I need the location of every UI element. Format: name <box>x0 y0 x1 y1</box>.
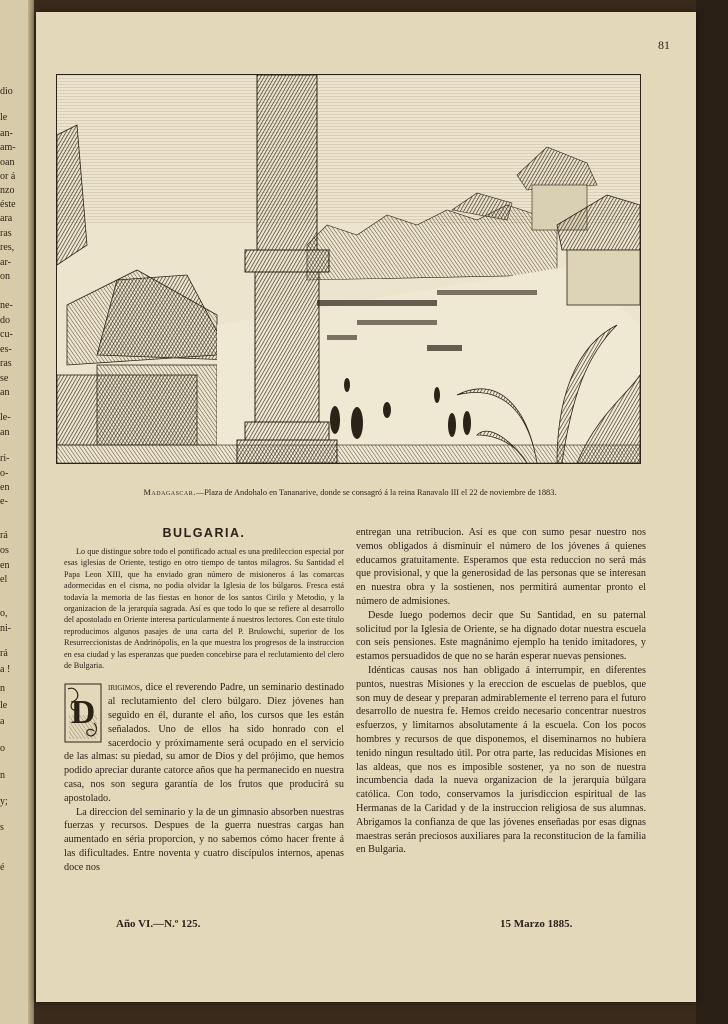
previous-page-text-fragment: ni- <box>0 623 12 634</box>
engraving-illustration <box>56 74 641 464</box>
previous-page-text-fragment: dio <box>0 86 13 97</box>
previous-page-text-fragment: os <box>0 545 9 556</box>
background-edge <box>696 0 728 1024</box>
previous-page-text-fragment: ara <box>0 213 13 224</box>
previous-page-text-fragment: ras <box>0 358 12 369</box>
right-paragraph-2: Desde luego podemos decir que Su Santidad, en su paternal solicitud por la Iglesia de Oriente, se ha dignado dotar nuestra escuela con seis pensiones. Este magnánimo ejemplo ha tenido imitadores, y estamos persuadidos de que no se harán esperar nuevas pensiones. <box>356 609 646 663</box>
magazine-page <box>36 12 696 1002</box>
previous-page-text-fragment: rá <box>0 648 8 659</box>
previous-page-text-fragment: or á <box>0 171 16 182</box>
previous-page-text-fragment: an- <box>0 128 13 139</box>
previous-page-text-fragment: an <box>0 387 10 398</box>
issue-date: 15 Marzo 1885. <box>500 918 573 930</box>
previous-page-text-fragment: nzo <box>0 185 15 196</box>
previous-page-text-fragment: y; <box>0 796 8 807</box>
page-fold-shadow <box>28 0 34 1024</box>
previous-page-text-fragment: res, <box>0 242 15 253</box>
previous-page-text-fragment: en <box>0 560 10 571</box>
previous-page-text-fragment: é <box>0 862 5 873</box>
previous-page-text-fragment: o- <box>0 468 9 479</box>
caption-text: —Plaza de Andohalo en Tananarive, donde se consagró á la reina Ranavalo III el 22 de noviembre de 1883. <box>195 488 557 497</box>
previous-page-text-fragment: a ! <box>0 664 11 675</box>
previous-page-text-fragment: o <box>0 743 5 754</box>
previous-page-text-fragment: se <box>0 373 9 384</box>
previous-page-text-fragment: o, <box>0 608 8 619</box>
ornamental-drop-cap <box>64 683 102 743</box>
previous-page-text-fragment: s <box>0 822 4 833</box>
previous-page-text-fragment: es- <box>0 344 12 355</box>
caption-place: Madagascar. <box>143 488 196 497</box>
previous-page-text-fragment: el <box>0 574 8 585</box>
previous-page-text-fragment: n <box>0 770 5 781</box>
previous-page-text-fragment: ri- <box>0 453 10 464</box>
right-paragraph-1: entregan una retribucion. Así es que con sumo pesar nuestro nos vemos obligados á disminuir el número de los jóvenes á quienes educamos gratuitamente. Esperamos que esta reduccion no será más que provisional, y que la generosidad de las personas que se interesan en nuestra obra y la sostienen, nos permitirá aumentar pronto el número de admisiones. <box>356 527 646 607</box>
previous-page-text-fragment: on <box>0 271 10 282</box>
previous-page-text-fragment: oan <box>0 157 15 168</box>
plaza-engraving <box>57 75 640 463</box>
previous-page-text-fragment: rá <box>0 530 8 541</box>
lead-word: irigimos, <box>108 682 143 694</box>
drop-cap-letter: D <box>70 694 96 732</box>
previous-page-text-fragment: e- <box>0 496 8 507</box>
article-body-left <box>64 681 344 805</box>
right-column <box>356 526 646 857</box>
previous-page-text-fragment: en <box>0 482 10 493</box>
previous-page-text-fragment: an <box>0 427 10 438</box>
article-intro: Lo que distingue sobre todo el pontificado actual es una predileccion especial por esas iglesias de Oriente, testigo en otro tiempo de tantos milagros. Su Santidad el Papa Leon XIII, que ha enviado gran número de misioneros á las comarcas adormecidas en el cisma, no podia olvidar la Iglesia de los búlgaros. Fresca está todavía la memoria de las fiestas en honor de los santos Cirilo y Metodio, y la organizacion de la jerarquía sagrada. Así es que todo lo que se refiere al desarrollo del apostolado en Oriente interesa particularmente á nuestros lectores. Con este título reproducimos algunos pasajes de una carta del P. Brulowchi, superior de los Resurreccionistas de Andrinópolis, en la que muestra los progresos de la instruccion en esa ciudad y las esperanzas que pueden concebirse para el reclutamiento del clero de Bulgaria. <box>64 547 344 671</box>
previous-page-text-fragment: cu- <box>0 329 13 340</box>
article-title: BULGARIA. <box>162 526 246 540</box>
left-column <box>64 526 344 875</box>
article-body-left-2: La direccion del seminario y la de un gimnasio absorben nuestras fuerzas y recursos. Despues de la guerra nuestras cargas han aumentado en séria proporcion, y no sabemos cómo hacer frente á las dificultades. Entre noventa y cuatro discípulos internos, apenas doce nos <box>64 806 344 873</box>
right-paragraph-3: Idénticas causas nos han obligado á interrumpir, en diferentes puntos, nuestras Misiones y la ereccion de escuelas de pueblos, que son muy de desear y preparan admirablemente el terreno para el futuro desarrollo de nuestra fe. Hemos creido necesario concentrar nuestros esfuerzos, y limitarnos absolutamente á la escuela. Con los pocos hombres y recursos de que disponemos, el diseminarnos no hubiera tenido ningun resultado útil. Por otra parte, las reducidas Misiones en las aldeas, que nos es imposible sostener, ya no son de nuestra incumbencia dada la nueva organizacion de la jerarquía búlgara católica. Con todo, conservamos la jurisdiccion espiritual de las Hermanas de la Caridad y de la instruccion religiosa de sus alumnas. Abrigamos la confianza de que las jóvenes enseñadas por esas dignas maestras serán preciosos auxiliares para la reconstitucion de la familia en Bulgaria. <box>356 664 646 856</box>
previous-page-text-fragment: ras <box>0 228 12 239</box>
previous-page-text-fragment: a <box>0 716 5 727</box>
previous-page-text-fragment: le <box>0 700 8 711</box>
previous-page-margin <box>0 0 34 1024</box>
previous-page-text-fragment: ar- <box>0 257 11 268</box>
previous-page-text-fragment: le- <box>0 412 11 423</box>
issue-number: Año VI.—N.º 125. <box>116 918 201 930</box>
page-number: 81 <box>658 38 670 52</box>
previous-page-text-fragment: éste <box>0 199 16 210</box>
previous-page-text-fragment: do <box>0 315 10 326</box>
previous-page-text-fragment: am- <box>0 142 16 153</box>
illustration-caption <box>60 488 640 497</box>
previous-page-text-fragment: ne- <box>0 300 13 311</box>
previous-page-text-fragment: n <box>0 683 5 694</box>
left-body-text: dice el reverendo Padre, un seminario destinado al reclutamiento del clero búlgaro. Diez jóvenes han seguido en él, durante el año, los cursos que les están señalados. Uno de ellos ha sido honrado con el sacerdocio y próximamente será ocupado en el servicio de las almas: su piedad, su amor de Dios y del prójimo, que hemos podido apreciar durante catorce años que ha permanecido en nuestra casa, nos son segura garantía de los frutos que producirá su apostolado. <box>64 682 344 804</box>
previous-page-text-fragment: le <box>0 112 8 123</box>
